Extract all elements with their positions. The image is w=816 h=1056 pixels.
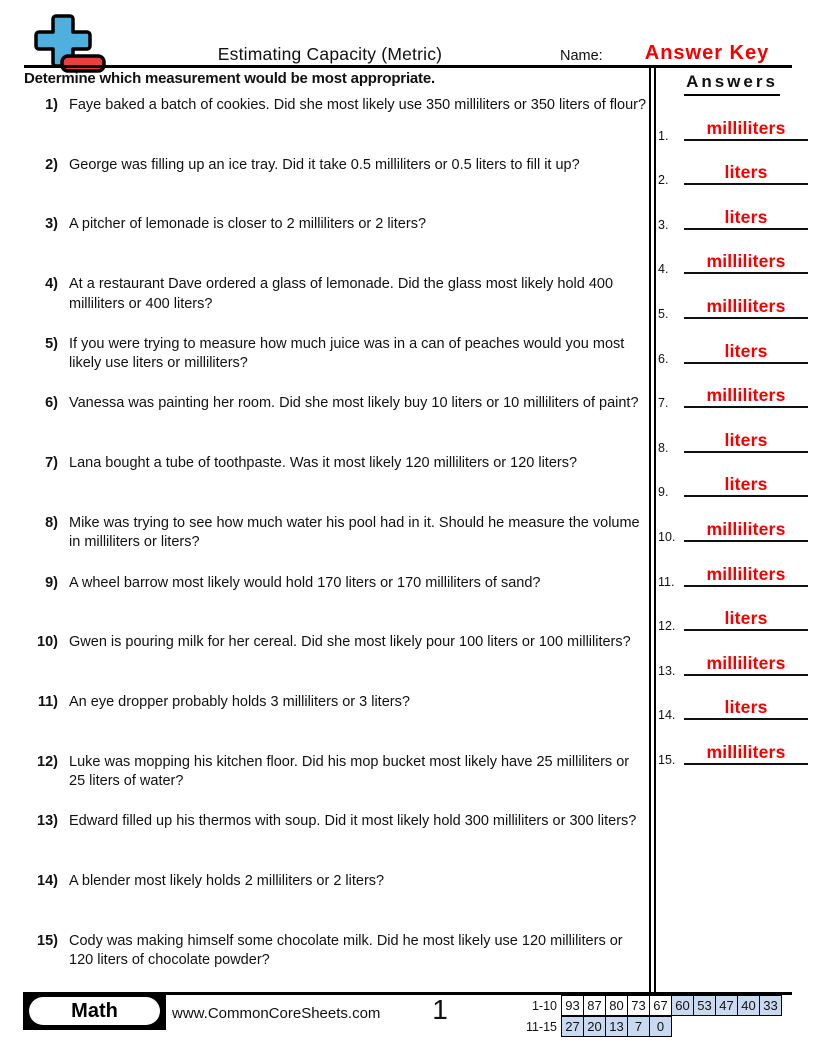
answer-row [658,281,810,326]
score-cell: 67 [649,995,672,1016]
question-number: 13) [37,813,58,830]
answer-text: liters [684,607,808,631]
answer-number: 14. [658,708,676,723]
question-text: Mike was trying to see how much water his pool had in it. Should he measure the volume in milliliters or liters? [69,514,640,551]
answer-row [658,148,810,193]
answer-number: 7. [658,396,669,411]
answer-text: milliliters [684,117,808,141]
question-text: Edward filled up his thermos with soup. Did it most likely hold 300 milliliters or 300 liters? [69,813,637,830]
answer-row [658,326,810,371]
answer-row [658,727,810,772]
question-number: 12) [37,753,58,770]
answer-text: liters [684,473,808,497]
score-cell: 20 [583,1016,606,1037]
question-row [24,275,649,335]
score-row-1-label: 1-10 [531,998,557,1013]
score-cell: 33 [759,995,782,1016]
question-text: Cody was making himself some chocolate milk. Did he most likely use 120 milliliters or 120 liters of chocolate powder? [69,932,623,969]
score-row-1 [503,995,782,1016]
answer-text: liters [684,340,808,364]
website-url: www.CommonCoreSheets.com [172,1005,381,1022]
score-cell: 47 [715,995,738,1016]
score-cell: 27 [561,1016,584,1037]
question-row [24,693,649,753]
answer-number: 4. [658,262,669,277]
answer-text: milliliters [684,384,808,408]
question-text: A blender most likely holds 2 milliliters or 2 liters? [69,872,385,889]
question-number: 10) [37,634,58,651]
header-divider [24,65,792,68]
question-row [24,454,649,514]
question-number: 2) [45,156,58,173]
answer-number: 5. [658,306,669,321]
answer-number: 15. [658,752,676,767]
answer-text: milliliters [684,250,808,274]
answers-header-wrap [656,72,808,96]
answer-number: 11. [658,574,675,589]
score-cell: 40 [737,995,760,1016]
answer-row [658,192,810,237]
subject-badge-label: Math [29,997,160,1025]
answer-row [658,103,810,148]
answer-row [658,460,810,505]
question-number: 7) [45,455,58,472]
answer-row [658,371,810,416]
question-number: 6) [45,395,58,412]
score-row-2-cells [561,1016,672,1037]
answer-row [658,237,810,282]
question-text: At a restaurant Dave ordered a glass of lemonade. Did the glass most likely hold 400 milliliters or 400 liters? [69,276,614,312]
answer-list [658,103,810,772]
score-row-1-cells [561,995,782,1016]
answer-number: 12. [658,619,676,634]
score-cell: 60 [671,995,694,1016]
answers-column-divider [649,68,656,993]
question-number: 8) [45,514,58,531]
answer-text: milliliters [684,518,808,542]
question-text: Luke was mopping his kitchen floor. Did his mop bucket most likely have 25 milliliters or 25 liters of water? [69,753,630,790]
answer-row [658,504,810,549]
answer-row [658,415,810,460]
answer-text: milliliters [684,563,808,587]
question-text: An eye dropper probably holds 3 milliliters or 3 liters? [69,693,410,710]
answer-row [658,683,810,728]
score-cell: 13 [605,1016,628,1037]
answer-row [658,549,810,594]
score-cell: 93 [561,995,584,1016]
question-row [24,335,649,395]
instruction-text: Determine which measurement would be most appropriate. [24,70,435,87]
answer-key-label: Answer Key [644,42,770,64]
question-row [24,394,649,454]
question-row [24,215,649,275]
question-row [24,932,649,992]
question-text: Faye baked a batch of cookies. Did she most likely use 350 milliliters or 350 liters of flour? [69,97,647,113]
answer-text: liters [684,696,808,720]
question-row [24,872,649,932]
score-cell: 80 [605,995,628,1016]
score-cell: 7 [627,1016,650,1037]
question-number: 4) [45,276,58,293]
question-row [24,514,649,574]
name-label: Name: [560,48,603,64]
question-text: George was filling up an ice tray. Did it take 0.5 milliliters or 0.5 liters to fill it up? [69,156,580,173]
question-text: Gwen is pouring milk for her cereal. Did she most likely pour 100 liters or 100 milliliters? [69,634,631,651]
score-cell: 87 [583,995,606,1016]
page-number: 1 [432,994,448,1025]
answer-number: 9. [658,485,669,500]
question-text: Lana bought a tube of toothpaste. Was it most likely 120 milliliters or 120 liters? [69,455,578,472]
score-row-2 [503,1016,782,1037]
answer-number: 3. [658,217,669,232]
answer-number: 6. [658,351,669,366]
question-number: 3) [45,216,58,233]
question-text: A wheel barrow most likely would hold 170 liters or 170 milliliters of sand? [69,574,541,591]
question-list [24,96,649,991]
question-number: 15) [37,932,58,949]
answer-number: 13. [658,663,676,678]
subject-badge [23,992,166,1030]
score-row-2-label: 11-15 [525,1019,557,1034]
answer-text: liters [684,161,808,185]
question-row [24,574,649,634]
answer-number: 1. [658,128,669,143]
question-text: If you were trying to measure how much juice was in a can of peaches would you most likely use liters or milliliters? [69,335,625,372]
answer-number: 10. [658,529,676,544]
answer-text: milliliters [684,652,808,676]
question-number: 1) [45,97,58,113]
answer-text: liters [684,429,808,453]
answer-number: 2. [658,173,669,188]
score-cell: 0 [649,1016,672,1037]
question-row [24,812,649,872]
question-row [24,96,649,156]
answer-row [658,638,810,683]
answer-text: liters [684,206,808,230]
answers-header: Answers [684,72,780,96]
answer-number: 8. [658,440,669,455]
question-number: 5) [45,335,58,352]
page-title: Estimating Capacity (Metric) [217,44,443,64]
answer-row [658,594,810,639]
score-cell: 53 [693,995,716,1016]
score-cell: 73 [627,995,650,1016]
score-table [503,995,782,1037]
question-row [24,156,649,216]
question-number: 14) [37,872,58,889]
question-text: Vanessa was painting her room. Did she most likely buy 10 liters or 10 milliliters of paint? [69,395,639,412]
question-row [24,633,649,693]
question-number: 11) [37,693,58,710]
question-text: A pitcher of lemonade is closer to 2 milliliters or 2 liters? [69,216,427,233]
answer-text: milliliters [684,295,808,319]
answer-text: milliliters [684,741,808,765]
question-number: 9) [45,574,58,591]
question-row [24,753,649,813]
